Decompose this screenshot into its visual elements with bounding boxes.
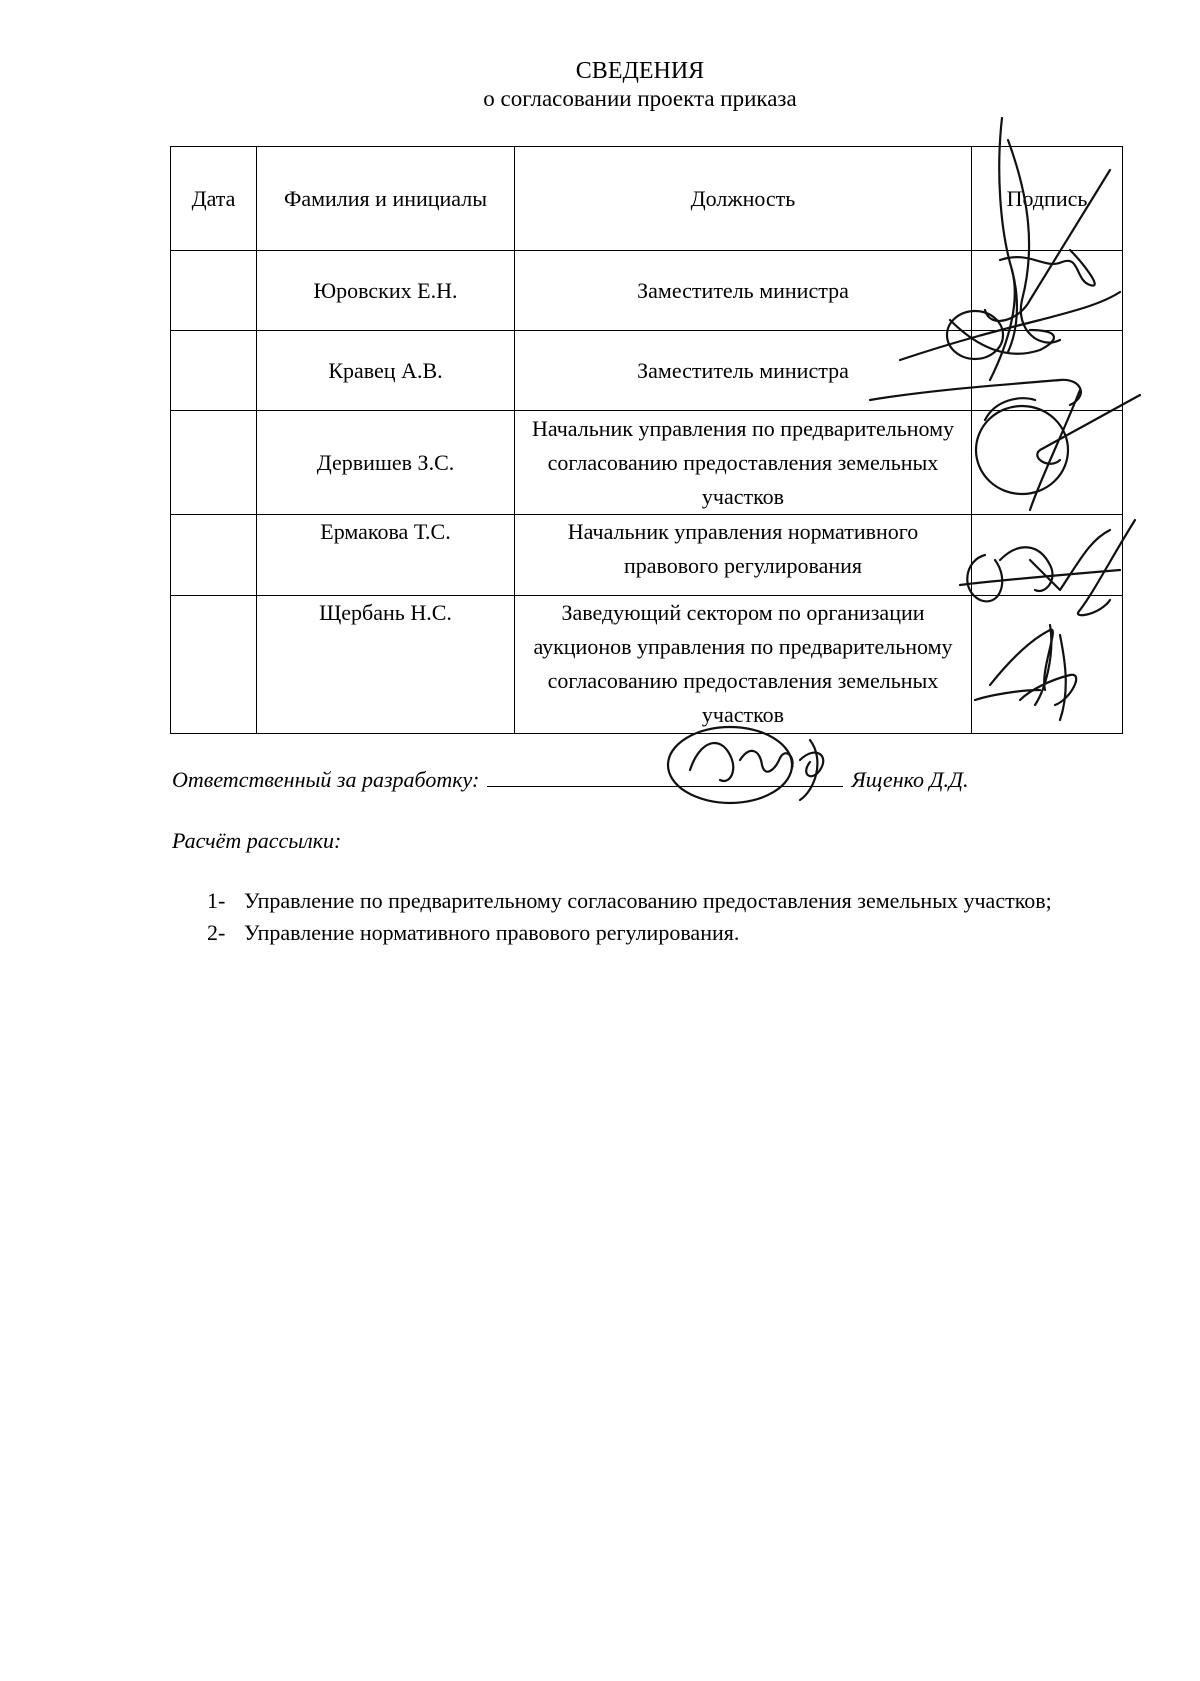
cell-position: Начальник управления нормативного правового регулирования — [515, 515, 972, 596]
mailing-list — [207, 886, 1112, 948]
cell-name: Дервишев З.С. — [257, 411, 515, 515]
cell-position: Заведующий сектором по организации аукционов управления по предварительному согласованию предоставления земельных участков — [515, 596, 972, 734]
header-position: Должность — [515, 147, 972, 251]
header-name: Фамилия и инициалы — [257, 147, 515, 251]
table-row — [171, 251, 1123, 331]
header-date: Дата — [171, 147, 257, 251]
cell-signature — [972, 251, 1123, 331]
table-row — [171, 515, 1123, 596]
cell-signature — [972, 515, 1123, 596]
document-subtitle: о согласовании проекта приказа — [483, 86, 797, 111]
responsible-line — [172, 764, 969, 793]
mailing-title: Расчёт рассылки: — [172, 828, 342, 853]
signature-line — [487, 764, 843, 787]
table-row — [171, 331, 1123, 411]
cell-name: Юровских Е.Н. — [257, 251, 515, 331]
cell-position: Начальник управления по предварительному согласованию предоставления земельных участков — [515, 411, 972, 515]
cell-name: Щербань Н.С. — [257, 596, 515, 734]
cell-signature — [972, 596, 1123, 734]
cell-date — [171, 251, 257, 331]
cell-date — [171, 331, 257, 411]
cell-position: Заместитель министра — [515, 331, 972, 411]
list-item — [207, 886, 1112, 916]
cell-position: Заместитель министра — [515, 251, 972, 331]
cell-date — [171, 515, 257, 596]
cell-date — [171, 411, 257, 515]
cell-signature — [972, 411, 1123, 515]
approval-table — [170, 146, 1123, 734]
responsible-label: Ответственный за разработку: — [172, 767, 480, 792]
cell-name: Ермакова Т.С. — [257, 515, 515, 596]
responsible-name: Ященко Д.Д. — [851, 767, 969, 792]
list-item-number: 2- — [207, 920, 226, 945]
list-item-text: Управление по предварительному согласованию предоставления земельных участков; — [244, 888, 1052, 913]
list-item — [207, 918, 1112, 948]
table-row — [171, 596, 1123, 734]
table-header-row — [171, 147, 1123, 251]
list-item-text: Управление нормативного правового регулирования. — [244, 920, 740, 945]
table-row — [171, 411, 1123, 515]
cell-name: Кравец А.В. — [257, 331, 515, 411]
document-title: СВЕДЕНИЯ — [575, 58, 705, 84]
cell-signature — [972, 331, 1123, 411]
list-item-number: 1- — [207, 888, 226, 913]
cell-date — [171, 596, 257, 734]
header-signature: Подпись — [972, 147, 1123, 251]
